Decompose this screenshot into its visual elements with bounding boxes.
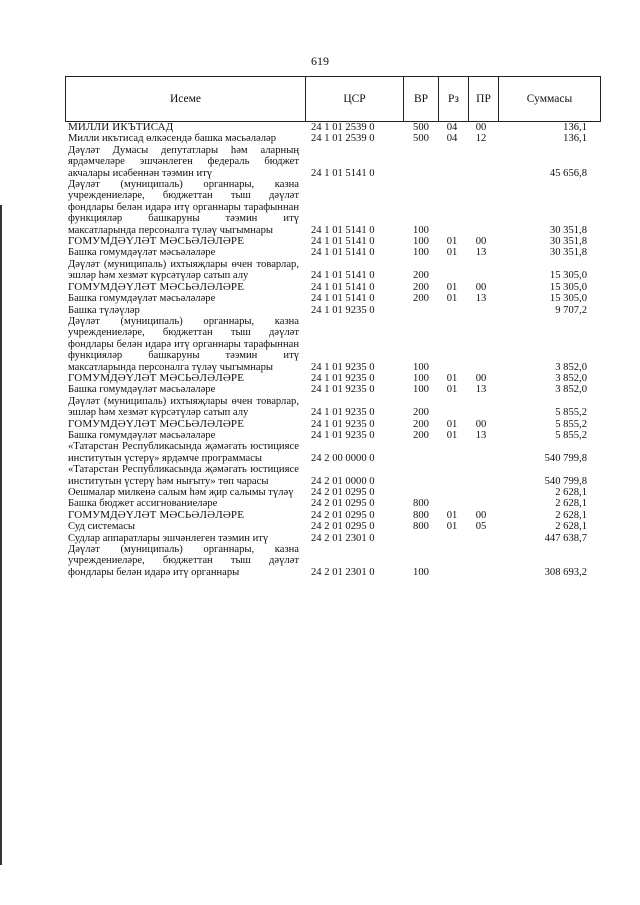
row-vr: 100 <box>413 372 429 384</box>
row-sum: 15 305,0 <box>549 281 587 293</box>
row-csr: 24 2 00 0000 0 <box>311 452 375 464</box>
row-csr: 24 1 01 5141 0 <box>311 167 375 179</box>
row-name: Судлар аппаратлары эшчәнлеген тәэмин итү <box>68 532 269 544</box>
header-rz: Рз <box>439 77 469 121</box>
row-rz: 01 <box>446 509 458 521</box>
row-name: Дәүләт (муниципаль) ихтыяҗлары өчен товарлар, эшләр һәм хезмәт күрсәтүләр сатып алу <box>68 395 299 419</box>
table-row <box>65 544 601 578</box>
row-csr: 24 1 01 5141 0 <box>311 293 375 305</box>
row-sum: 2 628,1 <box>555 487 587 498</box>
row-sum: 45 656,8 <box>549 167 587 179</box>
row-sum: 540 799,8 <box>544 452 587 464</box>
row-sum: 9 707,2 <box>555 304 587 316</box>
row-rz: 01 <box>446 281 458 293</box>
row-csr: 24 1 01 5141 0 <box>311 247 375 259</box>
table-row <box>65 259 601 282</box>
row-sum: 447 638,7 <box>544 532 587 544</box>
row-sum: 540 799,8 <box>544 475 587 487</box>
row-name: ГОМУМДӘҮЛӘТ МӘСЬӘЛӘЛӘРЕ <box>68 508 245 521</box>
row-sum: 2 628,1 <box>555 498 587 510</box>
row-vr: 200 <box>413 293 429 305</box>
row-sum: 30 351,8 <box>549 236 587 248</box>
row-pr: 00 <box>475 122 487 133</box>
row-pr: 13 <box>475 429 487 441</box>
row-name: Башка гомумдәүләт мәсьәләләре <box>68 429 216 441</box>
row-pr: 00 <box>475 281 487 293</box>
header-sum: Суммасы <box>526 93 573 105</box>
row-vr: 100 <box>413 247 429 259</box>
budget-table <box>65 76 601 578</box>
row-name: ГОМУМДӘҮЛӘТ МӘСЬӘЛӘЛӘРЕ <box>68 417 245 430</box>
row-vr: 200 <box>413 270 429 282</box>
row-sum: 30 351,8 <box>549 247 587 259</box>
row-rz: 01 <box>446 429 458 441</box>
row-csr: 24 1 01 9235 0 <box>311 429 375 441</box>
page-number: 619 <box>311 54 329 68</box>
row-name: Дәүләт (муниципаль) органнары, казна учреждениеләре, бюджеттан тыш дәүләт фондлары белән идарә итү органнары тарафыннан функцияләр башкаруны тәэмин итү максатларында персоналга түләү чыгымнары <box>68 179 299 236</box>
row-sum: 15 305,0 <box>549 293 587 305</box>
row-name: ГОМУМДӘҮЛӘТ МӘСЬӘЛӘЛӘРЕ <box>68 371 245 384</box>
row-csr: 24 2 01 0295 0 <box>311 509 375 521</box>
table-row <box>65 384 601 395</box>
row-pr: 12 <box>475 133 487 145</box>
row-name: Башка бюджет ассигнованиеләре <box>68 498 218 510</box>
table-row <box>65 533 601 544</box>
row-sum: 136,1 <box>563 133 587 145</box>
row-sum: 136,1 <box>563 122 587 133</box>
header-name: Исеме <box>66 77 306 121</box>
row-name: ГОМУМДӘҮЛӘТ МӘСЬӘЛӘЛӘРЕ <box>68 235 245 248</box>
table-row <box>65 510 601 521</box>
table-row <box>65 305 601 316</box>
row-csr: 24 1 01 2539 0 <box>311 122 375 133</box>
row-csr: 24 1 01 9235 0 <box>311 372 375 384</box>
table-row <box>65 430 601 441</box>
table-header <box>65 76 601 122</box>
table-row <box>65 247 601 258</box>
row-csr: 24 2 01 0295 0 <box>311 498 375 510</box>
row-rz: 01 <box>446 293 458 305</box>
table-row <box>65 236 601 247</box>
scan-edge <box>0 205 2 865</box>
row-vr: 200 <box>413 281 429 293</box>
table-row <box>65 373 601 384</box>
row-name: Башка гомумдәүләт мәсьәләләре <box>68 384 216 396</box>
row-name: Башка түләүләр <box>68 304 140 316</box>
table-body <box>65 122 601 578</box>
table-row <box>65 282 601 293</box>
row-pr: 00 <box>475 236 487 248</box>
table-row <box>65 396 601 419</box>
row-csr: 24 1 01 2539 0 <box>311 133 375 145</box>
row-vr: 500 <box>413 133 429 145</box>
row-name: Милли икътисад өлкәсендә башка мәсьәләләр <box>68 133 277 145</box>
row-csr: 24 1 01 9235 0 <box>311 384 375 396</box>
row-sum: 30 351,8 <box>549 224 587 236</box>
row-csr: 24 2 01 2301 0 <box>311 566 375 578</box>
row-name: Башка гомумдәүләт мәсьәләләре <box>68 247 216 259</box>
row-vr: 200 <box>413 407 429 419</box>
row-vr: 100 <box>413 236 429 248</box>
row-sum: 3 852,0 <box>555 361 587 373</box>
table-row <box>65 441 601 464</box>
row-rz: 04 <box>446 122 458 133</box>
row-csr: 24 1 01 9235 0 <box>311 418 375 430</box>
row-csr: 24 2 01 2301 0 <box>311 532 375 544</box>
table-row <box>65 521 601 532</box>
header-vr: ВР <box>404 77 439 121</box>
row-pr: 13 <box>475 293 487 305</box>
row-rz: 01 <box>446 236 458 248</box>
row-csr: 24 2 01 0295 0 <box>311 521 375 533</box>
row-rz: 01 <box>446 521 458 533</box>
row-csr: 24 1 01 5141 0 <box>311 270 375 282</box>
row-vr: 200 <box>413 418 429 430</box>
row-vr: 200 <box>413 429 429 441</box>
row-vr: 800 <box>413 509 429 521</box>
row-name: «Татарстан Республикасында җәмәгать юстициясе институтын үстерү» ярдәмче программасы <box>68 441 299 464</box>
header-csr: ЦСР <box>306 77 404 121</box>
row-pr: 00 <box>475 418 487 430</box>
row-csr: 24 1 01 5141 0 <box>311 281 375 293</box>
row-csr: 24 1 01 9235 0 <box>311 304 375 316</box>
row-name: Дәүләт (муниципаль) органнары, казна учреждениеләре, бюджеттан тыш дәүләт фондлары белән идарә итү органнары <box>68 544 299 578</box>
row-vr: 100 <box>413 224 429 236</box>
row-name: «Татарстан Республикасында җәмәгать юстициясе институтын үстерү һәм нығыту» төп чарасы <box>68 464 299 487</box>
row-name: МИЛЛИ ИКЪТИСАД <box>68 121 174 133</box>
row-name: Башка гомумдәүләт мәсьәләләре <box>68 293 216 305</box>
row-rz: 01 <box>446 418 458 430</box>
row-vr: 800 <box>413 498 429 510</box>
row-name: Дәүләт Думасы депутатлары һәм аларның ярдәмчеләре эшчәнлеген федераль бюджет акчалары исәбеннән тәэмин итү <box>68 144 299 179</box>
row-vr: 800 <box>413 521 429 533</box>
row-sum: 2 628,1 <box>555 521 587 533</box>
row-pr: 00 <box>475 372 487 384</box>
table-row <box>65 122 601 133</box>
row-pr: 13 <box>475 247 487 259</box>
row-sum: 5 855,2 <box>555 418 587 430</box>
row-name: Дәүләт (муниципаль) ихтыяҗлары өчен товарлар, эшләр һәм хезмәт күрсәтүләр сатып алу <box>68 258 299 282</box>
table-row <box>65 179 601 236</box>
row-vr: 500 <box>413 122 429 133</box>
row-csr: 24 2 01 0000 0 <box>311 475 375 487</box>
table-row <box>65 145 601 179</box>
row-rz: 04 <box>446 133 458 145</box>
row-csr: 24 1 01 9235 0 <box>311 361 375 373</box>
row-sum: 5 855,2 <box>555 429 587 441</box>
table-row <box>65 293 601 304</box>
row-sum: 15 305,0 <box>549 270 587 282</box>
row-rz: 01 <box>446 372 458 384</box>
row-sum: 2 628,1 <box>555 509 587 521</box>
row-vr: 100 <box>413 384 429 396</box>
row-sum: 5 855,2 <box>555 407 587 419</box>
row-rz: 01 <box>446 384 458 396</box>
row-pr: 13 <box>475 384 487 396</box>
row-name: Оешмалар милкенә салым һәм җир салымы түләү <box>68 487 294 498</box>
row-csr: 24 2 01 0295 0 <box>311 487 375 498</box>
row-vr: 100 <box>413 566 429 578</box>
table-row <box>65 419 601 430</box>
row-rz: 01 <box>446 247 458 259</box>
row-vr: 100 <box>413 361 429 373</box>
row-pr: 05 <box>475 521 487 533</box>
row-csr: 24 1 01 9235 0 <box>311 407 375 419</box>
row-name: Дәүләт (муниципаль) органнары, казна учреждениеләре, бюджеттан тыш дәүләт фондлары белән идарә итү органнары тарафыннан функцияләр башкаруны тәэмин итү максатларында персоналга түләү чыгымнары <box>68 315 299 373</box>
header-pr: ПР <box>469 77 499 121</box>
table-row <box>65 133 601 144</box>
row-sum: 308 693,2 <box>544 566 587 578</box>
row-csr: 24 1 01 5141 0 <box>311 236 375 248</box>
row-pr: 00 <box>475 509 487 521</box>
row-name: Суд системасы <box>68 521 136 533</box>
table-row <box>65 316 601 373</box>
row-sum: 3 852,0 <box>555 372 587 384</box>
row-name: ГОМУМДӘҮЛӘТ МӘСЬӘЛӘЛӘРЕ <box>68 280 245 293</box>
table-row <box>65 464 601 487</box>
row-sum: 3 852,0 <box>555 384 587 396</box>
table-row <box>65 487 601 498</box>
row-csr: 24 1 01 5141 0 <box>311 224 375 236</box>
